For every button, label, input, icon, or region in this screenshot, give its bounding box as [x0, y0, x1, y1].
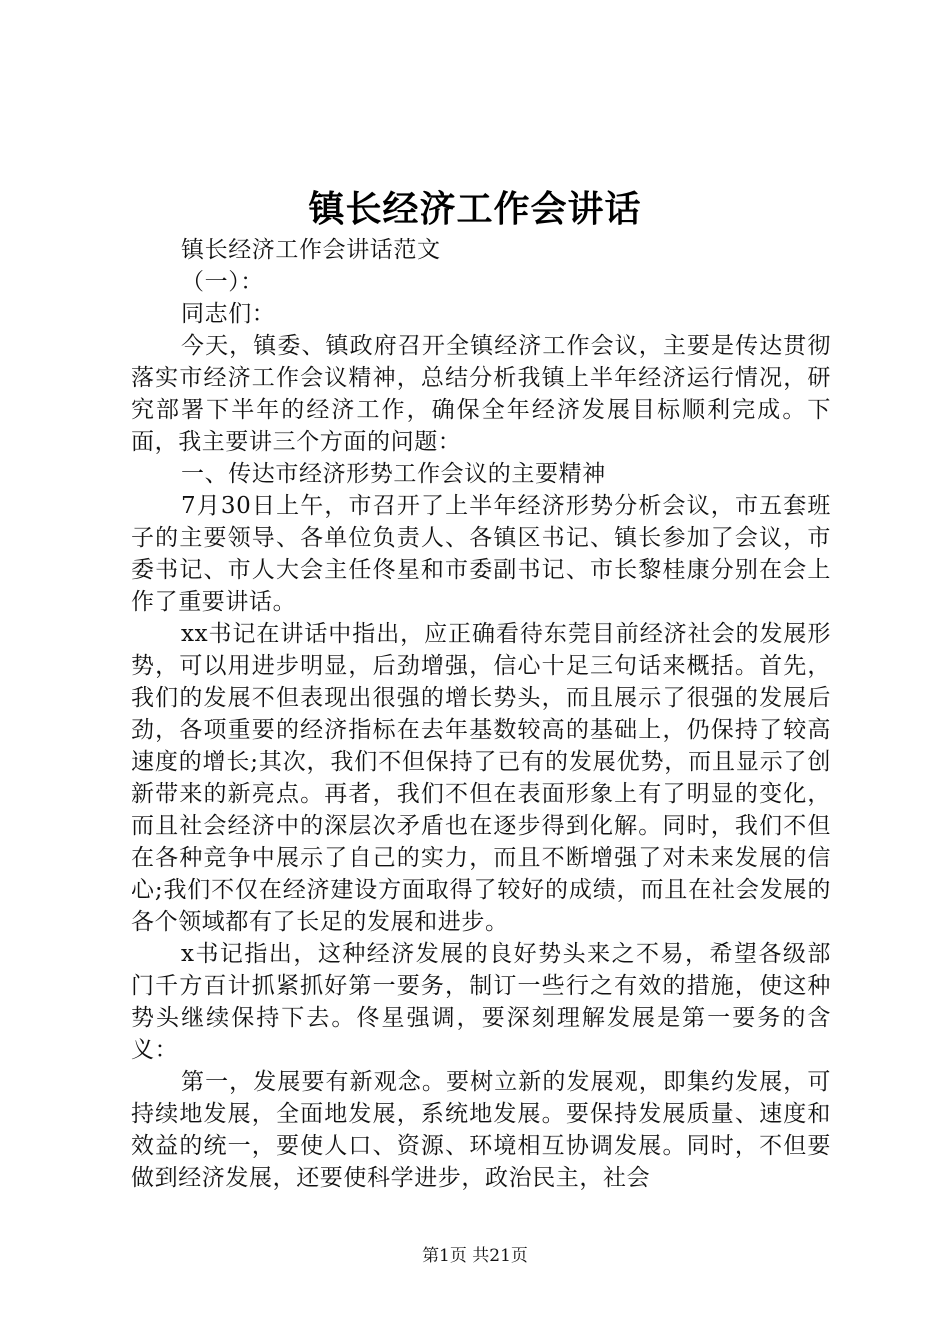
paragraph-section-marker: （一）：: [181, 269, 264, 295]
paragraph-subtitle: 镇长经济工作会讲话范文: [181, 237, 441, 263]
paragraph-secretary-speech: xx书记在讲话中指出，应正确看待东莞目前经济社会的发展形势，可以用进步明显，后劲增强，信心十足三句话来概括。首先，我们的发展不但表现出很强的增长势头，而且展示了很强的发展后劲，各项重要的经济指标在去年基数较高的基础上，仍保持了较高速度的增长;其次，我们不但保持了已有的发展优势，而且显示了创新带来的新亮点。再者，我们不但在表面形象上有了明显的变化，而且社会经济中的深层次矛盾也在逐步得到化解。同时，我们不但在各种竞争中展示了自己的实力，而且不断增强了对未来发展的信心;我们不仅在经济建设方面取得了较好的成绩，而且在社会发展的各个领域都有了长足的发展和进步。: [131, 621, 831, 935]
paragraph-first-point: 第一，发展要有新观念。要树立新的发展观，即集约发展，可持续地发展，全面地发展，系统地发展。要保持发展质量、速度和效益的统一，要使人口、资源、环境相互协调发展。同时，不但要做到经济发展，还要使科学进步，政治民主，社会: [131, 1069, 831, 1191]
paragraph-heading-1: 一、传达市经济形势工作会议的主要精神: [181, 461, 606, 487]
paragraph-intro: 今天，镇委、镇政府召开全镇经济工作会议，主要是传达贯彻落实市经济工作会议精神，总结分析我镇上半年经济运行情况，研究部署下半年的经济工作，确保全年经济发展目标顺利完成。下面，我主要讲三个方面的问题：: [131, 333, 831, 455]
document-title: 镇长经济工作会讲话: [308, 188, 642, 230]
paragraph-meeting: 7月30日上午，市召开了上半年经济形势分析会议，市五套班子的主要领导、各单位负责人、各镇区书记、镇长参加了会议，市委书记、市人大会主任佟星和市委副书记、市长黎桂康分别在会上作了重要讲话。: [131, 493, 831, 615]
page-footer: 第1页 共21页: [422, 1246, 528, 1266]
paragraph-secretary-remarks: x书记指出，这种经济发展的良好势头来之不易，希望各级部门千方百计抓紧抓好第一要务，制订一些行之有效的措施，使这种势头继续保持下去。佟星强调，要深刻理解发展是第一要务的含义：: [131, 941, 831, 1063]
document-body: [131, 234, 831, 1194]
paragraph-salutation: 同志们：: [181, 301, 276, 327]
